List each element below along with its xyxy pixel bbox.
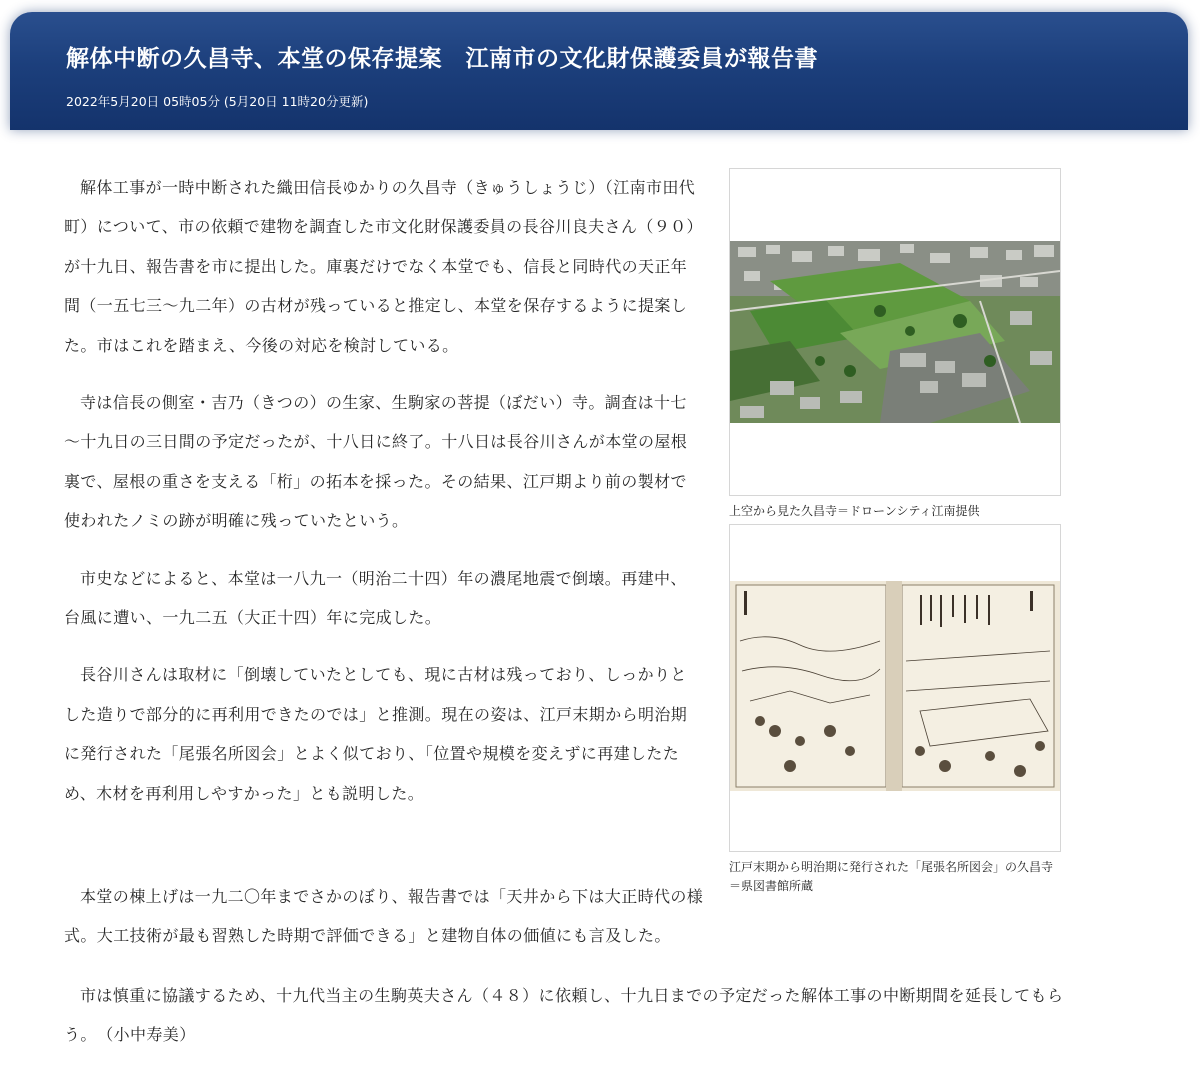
paragraph: 長谷川さんは取材に「倒壊していたとしても、現に古材は残っており、しっかりとした造りで部分的に再利用できたのでは」と推測。現在の姿は、江戸末期から明治期に発行された「尾張名所図会」とよく似ており、「位置や規模を変えずに再建したため、木材を再利用しやすかった」とも説明した。 <box>64 665 688 803</box>
paragraph: 市は慎重に協議するため、十九代当主の生駒英夫さん（４８）に依頼し、十九日までの予定だった解体工事の中断期間を延長してもらう。 （小中寿美） <box>64 986 1064 1045</box>
article-body <box>64 168 700 831</box>
article-body-wide-2 <box>64 976 1064 1055</box>
paragraph: 本堂の棟上げは一九二〇年までさかのぼり、報告書では「天井から下は大正時代の様式。大工技術が最も習熟した時期で評価できる」と建物自体の価値にも言及した。 <box>64 887 704 946</box>
figure-caption: 上空から見た久昌寺＝ドローンシティ江南提供 <box>729 504 980 518</box>
figure-woodblock <box>729 524 1061 896</box>
figure-aerial <box>729 168 1061 521</box>
paragraph: 寺は信長の側室・吉乃（きつの）の生家、生駒家の菩提（ぼだい）寺。調査は十七～十九日の三日間の予定だったが、十八日に終了。十八日は長谷川さんが本堂の屋根裏で、屋根の重さを支える「桁」の拓本を採った。その結果、江戸期より前の製材で使われたノミの跡が明確に残っていたという。 <box>64 393 688 531</box>
figure-frame <box>729 524 1061 852</box>
figure-caption: 江戸末期から明治期に発行された「尾張名所図会」の久昌寺＝県図書館所蔵 <box>729 860 1054 893</box>
figure-frame <box>729 168 1061 496</box>
paragraph: 解体工事が一時中断された織田信長ゆかりの久昌寺（きゅうしょうじ）（江南市田代町）について、市の依頼で建物を調査した市文化財保護委員の長谷川良夫さん（９０）が十九日、報告書を市に提出した。庫裏だけでなく本堂でも、信長と同時代の天正年間（一五七三～九二年）の古材が残っていると推定し、本堂を保存するように提案した。市はこれを踏まえ、今後の対応を検討している。 <box>64 178 696 355</box>
article-header <box>10 12 1188 130</box>
article-title: 解体中断の久昌寺、本堂の保存提案 江南市の文化財保護委員が報告書 <box>66 46 818 72</box>
article-date: 2022年5月20日 05時05分 (5月20日 11時20分更新) <box>66 94 369 109</box>
woodblock-print <box>730 581 1060 791</box>
aerial-photo <box>730 241 1060 423</box>
paragraph: 市史などによると、本堂は一八九一（明治二十四）年の濃尾地震で倒壊。再建中、台風に遭い、一九二五（大正十四）年に完成した。 <box>64 568 687 628</box>
